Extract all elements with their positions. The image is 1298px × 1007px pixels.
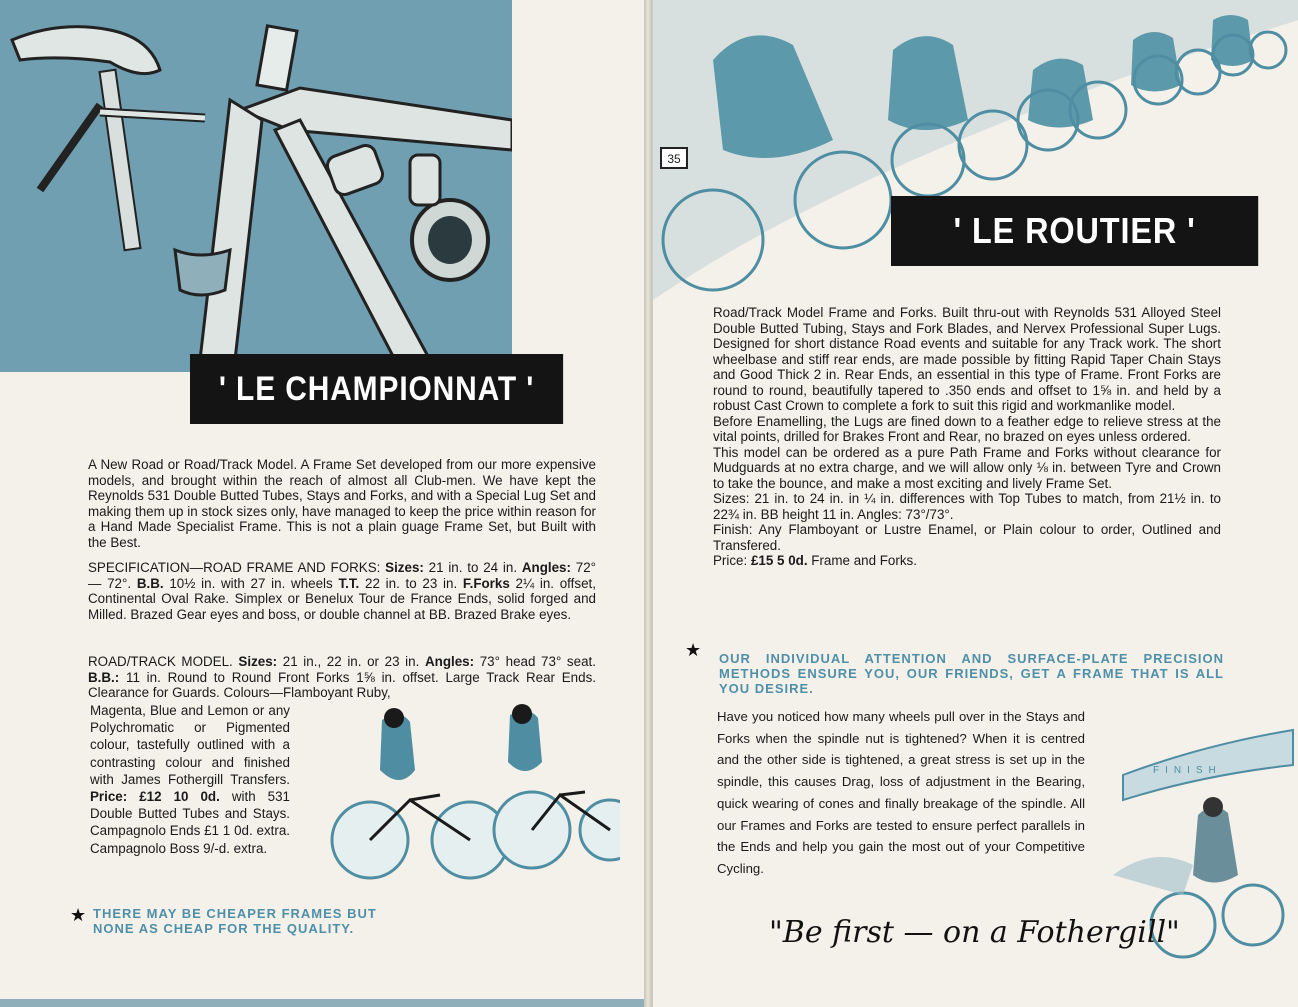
routier-description: Road/Track Model Frame and Forks. Built thru-out with Reynolds 531 Alloyed Steel Double Butted Tubing, Stays and Fork Blades, and Nervex Professional Super Lugs. Designed for short distance Road events and suitable for any Track work. The short wheelbase and stiff rear ends, are made possible by fitting Rapid Taper Chain Stays and Good Thick 2 in. Rear Ends, an essential in this type of Frame. Front Forks are round to round, beautifully tapered to .350 ends and offset to 1⅝ in. and held by a robust Cast Crown to complete a fork to suit this rigid and workmanlike model. Before Enamelling, the Lugs are fined down to a feather edge to relieve stress at the vital points, drilled for Brakes Front and Rear, no brazed on eyes unless ordered. This model can be ordered as a pure Path Frame and Forks without clearance for Mudguards at no extra charge, and we will allow only ⅛ in. between Tyre and Crown to take the bounce, and make a most exciting and lively Frame Set. Sizes: 21 in. to 24 in. in ¼ in. differences with Top Tubes to match, from 21½ in. to 22¾ in. BB height 11 in. Angles: 73°/73°. Finish: Any Flamboyant or Lustre Enamel, or Plain colour to order, Outlined and Transfered. Price: £15 5 0d. Frame and Forks.	[713, 305, 1221, 568]
right-page	[652, 0, 1298, 1007]
championnat-colours-price: Magenta, Blue and Lemon or any Polychromatic or Pigmented colour, tastefully outlined with a contrasting colour and finished with James Fothergill Transfers. Price: £12 10 0d. with 531 Double Butted Tubes and Stays. Campagnolo Ends £1 1 0d. extra. Campagnolo Boss 9/-d. extra.	[90, 703, 290, 856]
finish-banner: FINISH	[1153, 765, 1222, 776]
championnat-title: ' LE CHAMPIONNAT '	[190, 354, 563, 424]
saddle-icon	[12, 27, 160, 74]
rider-number: 35	[667, 152, 681, 166]
championnat-track-model: ROAD/TRACK MODEL. Sizes: 21 in., 22 in. or 23 in. Angles: 73° head 73° seat. B.B.: 11 in. Round to Round Front Forks 1⅝ in. offset. Large Track Rear Ends. Clearance for Guards. Colours—Flamboyant Ruby,	[88, 654, 596, 700]
book-gutter	[644, 0, 652, 1007]
frame-lugs-illustration	[0, 0, 512, 372]
routier-title: ' LE ROUTIER '	[891, 196, 1258, 266]
championnat-specification: SPECIFICATION—ROAD FRAME AND FORKS: Sizes: 21 in. to 24 in. Angles: 72° — 72°. B.B. 10½ in. with 27 in. wheels T.T. 22 in. to 23 in. F.Forks 2¼ in. offset, Continental Oval Rake. Simplex or Benelux Tour de France Ends, solid forged and Milled. Brazed Gear eyes and boss, or double channel at BB. Brazed Brake eyes.	[88, 560, 596, 622]
precision-callout: OUR INDIVIDUAL ATTENTION AND SURFACE-PLATE PRECISION METHODS ENSURE YOU, OUR FRIENDS, GET A FRAME THAT IS ALL YOU DESIRE.	[719, 651, 1224, 696]
star-icon: ★	[70, 905, 87, 926]
championnat-intro: A New Road or Road/Track Model. A Frame Set developed from our more expensive models, and brought within the reach of almost all Club-men. We have kept the Reynolds 531 Double Butted Tubes, Stays and Forks, and with a Special Lug Set and making them up in stock sizes only, have managed to keep the price within reason for a Hand Made Specialist Frame. This is not a plain guage Frame Set, but Built with the Best.	[88, 457, 596, 550]
bottom-border	[0, 999, 644, 1007]
cheaper-frames-note: THERE MAY BE CHEAPER FRAMES BUT NONE AS CHEAP FOR THE QUALITY.	[93, 906, 377, 936]
two-cyclists-illustration	[320, 700, 620, 900]
left-page	[0, 0, 645, 1007]
star-icon: ★	[685, 640, 702, 661]
fothergill-signature: "Be first — on a Fothergill"	[769, 915, 1180, 950]
spindle-explanation: Have you noticed how many wheels pull over in the Stays and Forks when the spindle nut is tightened? When it is centred and the other side is tightened, a great stress is set up in the spindle, this causes Drag, loss of adjustment in the Bearing, quick wearing of cones and finally breakage of the spindle. All our Frames and Forks are tested to ensure perfect parallels in the Ends and help you gain the most out of your Competitive Cycling.	[717, 709, 1085, 876]
frame-lugs-illustration-panel	[0, 0, 512, 372]
